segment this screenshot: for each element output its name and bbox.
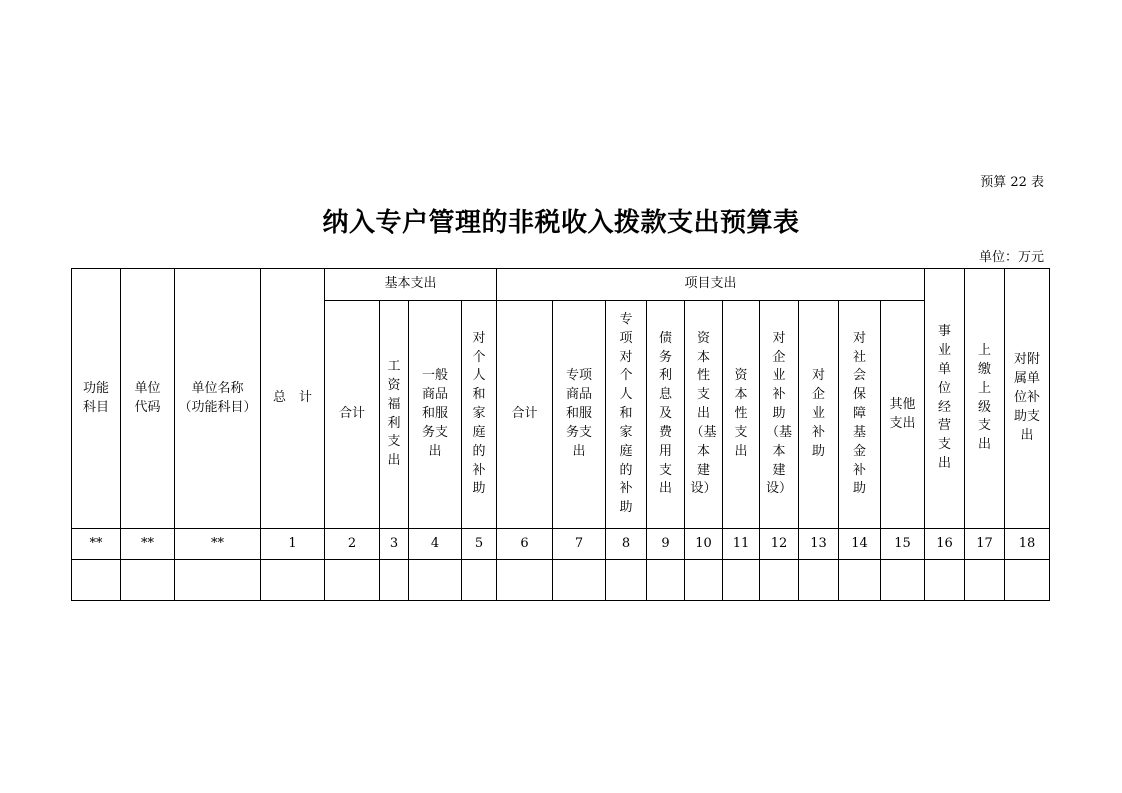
data-cell	[462, 560, 497, 601]
index-cell: 5	[462, 529, 497, 560]
data-cell	[409, 560, 462, 601]
data-cell	[175, 560, 261, 601]
index-cell: **	[175, 529, 261, 560]
budget-table	[71, 268, 1050, 601]
col-project-goods: 专项 商品 和服 务支 出	[553, 301, 606, 529]
form-number: 预算 22 表	[980, 175, 1044, 190]
col-unit-code: 单位 代码	[121, 269, 175, 529]
index-cell: 13	[799, 529, 839, 560]
col-project-sum: 合计	[497, 301, 553, 529]
index-cell: 16	[925, 529, 965, 560]
index-cell: 3	[380, 529, 409, 560]
col-func-subject: 功能 科目	[72, 269, 121, 529]
index-cell: 12	[760, 529, 799, 560]
data-cell	[261, 560, 325, 601]
data-cell	[881, 560, 925, 601]
index-cell: **	[121, 529, 175, 560]
data-cell	[647, 560, 685, 601]
index-cell: 11	[723, 529, 760, 560]
page-title: 纳入专户管理的非税收入拨款支出预算表	[322, 208, 800, 238]
index-cell: 15	[881, 529, 925, 560]
header-row-groups	[72, 269, 1050, 301]
data-cell	[325, 560, 380, 601]
index-row	[72, 529, 1050, 560]
col-basic-personal: 对 个 人 和 家 庭 的 补 助	[462, 301, 497, 529]
data-cell	[925, 560, 965, 601]
col-project-personal: 专 项 对 个 人 和 家 庭 的 补 助	[606, 301, 647, 529]
data-cell	[553, 560, 606, 601]
col-wages: 工 资 福 利 支 出	[380, 301, 409, 529]
col-goods-services: 一般 商品 和服 务支 出	[409, 301, 462, 529]
col-enterprise-construction: 对 企 业 补 助 （基 本 建 设）	[760, 301, 799, 529]
data-cell	[799, 560, 839, 601]
data-row-empty	[72, 560, 1050, 601]
data-cell	[606, 560, 647, 601]
group-project-expenditure: 项目支出	[497, 269, 925, 301]
data-cell	[760, 560, 799, 601]
col-debt-interest: 债 务 利 息 及 费 用 支 出	[647, 301, 685, 529]
data-cell	[685, 560, 723, 601]
index-cell: 9	[647, 529, 685, 560]
index-cell: 7	[553, 529, 606, 560]
data-cell	[1005, 560, 1050, 601]
data-cell	[723, 560, 760, 601]
index-cell: **	[72, 529, 121, 560]
unit-label: 单位：万元	[978, 250, 1044, 265]
col-other: 其他 支出	[881, 301, 925, 529]
index-cell: 14	[839, 529, 881, 560]
index-cell: 1	[261, 529, 325, 560]
col-basic-sum: 合计	[325, 301, 380, 529]
col-superior: 上 缴 上 级 支 出	[965, 269, 1005, 529]
data-cell	[380, 560, 409, 601]
index-cell: 6	[497, 529, 553, 560]
col-enterprise: 对 企 业 补 助	[799, 301, 839, 529]
col-total: 总 计	[261, 269, 325, 529]
col-social-security: 对 社 会 保 障 基 金 补 助	[839, 301, 881, 529]
index-cell: 18	[1005, 529, 1050, 560]
data-cell	[121, 560, 175, 601]
data-cell	[839, 560, 881, 601]
index-cell: 4	[409, 529, 462, 560]
index-cell: 2	[325, 529, 380, 560]
data-cell	[965, 560, 1005, 601]
col-affiliated: 对附 属单 位补 助支 出	[1005, 269, 1050, 529]
index-cell: 17	[965, 529, 1005, 560]
data-cell	[72, 560, 121, 601]
data-cell	[497, 560, 553, 601]
index-cell: 10	[685, 529, 723, 560]
col-capital-construction: 资 本 性 支 出 （基 本 建 设）	[685, 301, 723, 529]
col-public-institution: 事 业 单 位 经 营 支 出	[925, 269, 965, 529]
group-basic-expenditure: 基本支出	[325, 269, 497, 301]
col-unit-name: 单位名称 （功能科目）	[175, 269, 261, 529]
col-capital: 资 本 性 支 出	[723, 301, 760, 529]
index-cell: 8	[606, 529, 647, 560]
